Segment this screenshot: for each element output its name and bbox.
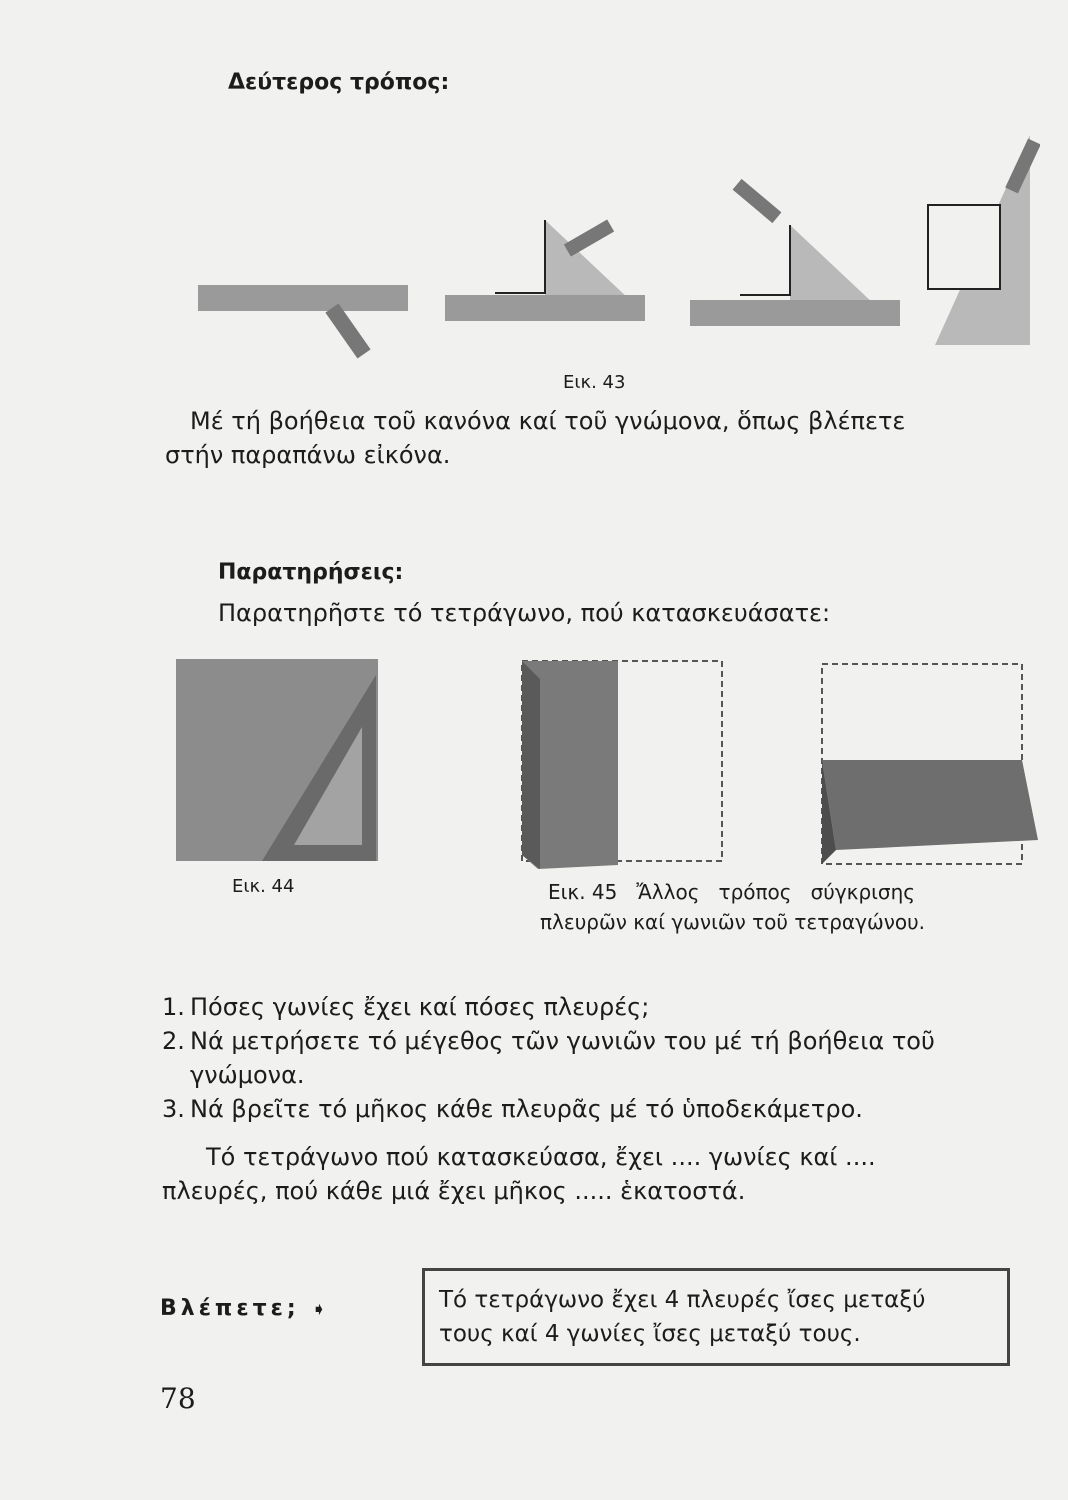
fill-in-line-2: πλευρές, πού κάθε μιά ἔχει μῆκος ..... ἑκατοστά. [162,1177,746,1205]
figure-43 [190,125,1040,365]
folded-square [822,760,1038,850]
drawn-square-4 [928,205,1000,289]
question-list [162,990,1032,1126]
question-number: 1. [162,993,185,1021]
see-label-text: Βλέπετε; [160,1296,300,1321]
figure-45 [518,655,728,875]
question-number: 3. [162,1095,185,1123]
see-label [160,1296,326,1321]
figure-45-folded [816,660,1041,872]
question-text-continued: γνώμονα. [190,1061,305,1089]
fold-edge [522,661,540,869]
arrow-icon: ➧ [311,1299,327,1320]
ruler-2 [445,295,645,321]
question-1 [162,990,1032,1024]
pencil-1 [325,303,370,358]
fig43-caption: Εικ. 43 [563,372,626,393]
question-number: 2. [162,1027,185,1055]
set-square-3 [790,225,875,305]
drawn-line-3 [740,225,790,295]
definition-line-1: Τό τετράγωνο ἔχει 4 πλευρές ἴσες μεταξύ [439,1287,926,1313]
intro-line-2: στήν παραπάνω εἰκόνα. [165,441,451,469]
ruler-3 [690,300,900,326]
definition-box [422,1268,1010,1366]
pencil-2 [564,219,614,256]
fill-in-line-1: Τό τετράγωνο πού κατασκεύασα, ἔχει .... γωνίες καί .... [206,1143,876,1171]
question-3 [162,1092,1032,1126]
pencil-3 [733,179,782,223]
question-text: Νά βρεῖτε τό μῆκος κάθε πλευρᾶς μέ τό ὑποδεκάμετρο. [190,1095,863,1123]
fig44-caption: Εικ. 44 [232,876,295,897]
question-text: Νά μετρήσετε τό μέγεθος τῶν γωνιῶν του μέ τή βοήθεια τοῦ [190,1027,935,1055]
definition-line-2: τους καί 4 γωνίες ἴσες μεταξύ τους. [439,1321,861,1347]
fig45-caption-line-1: Εικ. 45 Ἄλλος τρόπος σύγκρισης [548,880,916,904]
section-heading: Δεύτερος τρόπος: [228,70,450,95]
fig45-caption-line-2: πλευρῶν καί γωνιῶν τοῦ τετραγώνου. [540,910,926,934]
observations-heading: Παρατηρήσεις: [218,560,404,585]
drawn-line-2 [495,220,545,293]
intro-line-1: Μέ τή βοήθεια τοῦ κανόνα καί τοῦ γνώμονα, ὅπως βλέπετε [190,407,906,435]
ruler-1 [198,285,408,311]
question-2 [162,1024,1032,1092]
observations-text: Παρατηρῆστε τό τετράγωνο, πού κατασκευάσατε: [218,599,831,627]
page-number: 78 [160,1382,196,1415]
question-text: Πόσες γωνίες ἔχει καί πόσες πλευρές; [190,993,650,1021]
figure-44 [176,655,384,865]
